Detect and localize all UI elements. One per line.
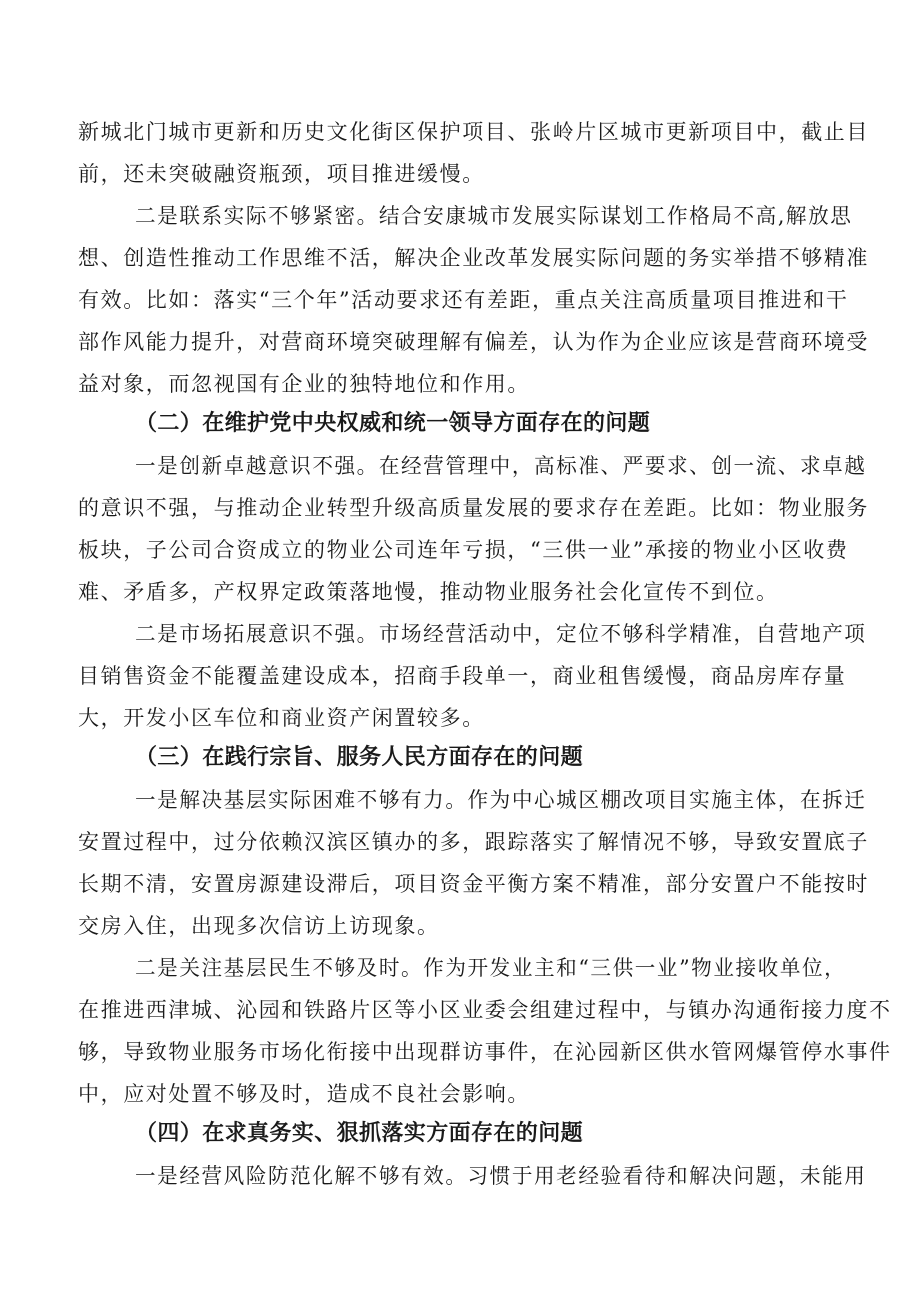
- paragraph-line: 够，导致物业服务市场化衔接中出现群访事件，在沁园新区供水管网爆管停水事件: [78, 1040, 892, 1064]
- paragraph-line: 目销售资金不能覆盖建设成本，招商手段单一，商业租售缓慢，商品房库存量: [78, 664, 847, 688]
- paragraph-line: 二是市场拓展意识不强。市场经营活动中，定位不够科学精准，自营地产项: [135, 622, 867, 646]
- paragraph-line: 中，应对处置不够及时，造成不良社会影响。: [78, 1082, 530, 1106]
- paragraph-line: 板块，子公司合资成立的物业公司连年亏损，“三供一业”承接的物业小区收费: [78, 538, 849, 562]
- paragraph-line: 二是联系实际不够紧密。结合安康城市发展实际谋划工作格局不高,解放思: [135, 204, 853, 228]
- paragraph-line: 安置过程中，过分依赖汉滨区镇办的多，跟踪落实了解情况不够，导致安置底子: [78, 830, 869, 854]
- paragraph-line: 二是关注基层民生不够及时。作为开发业主和“三供一业”物业接收单位，: [135, 956, 847, 980]
- paragraph-line: 长期不清，安置房源建设滞后，项目资金平衡方案不精准，部分安置户不能按时: [78, 872, 869, 896]
- paragraph-line: 大，开发小区车位和商业资产闲置较多。: [78, 706, 485, 730]
- paragraph-line: 一是解决基层实际困难不够有力。作为中心城区棚改项目实施主体，在拆迁: [135, 788, 867, 812]
- paragraph-line: 一是创新卓越意识不强。在经营管理中，高标准、严要求、创一流、求卓越: [135, 454, 867, 478]
- paragraph-line: 有效。比如：落实“三个年”活动要求还有差距，重点关注高质量项目推进和干: [78, 288, 849, 312]
- paragraph-line: 部作风能力提升，对营商环境突破理解有偏差，认为作为企业应该是营商环境受: [78, 330, 869, 354]
- paragraph-line: 难、矛盾多，产权界定政策落地慢，推动物业服务社会化宣传不到位。: [78, 580, 779, 604]
- section-heading-3: （三）在践行宗旨、服务人民方面存在的问题: [135, 745, 584, 770]
- paragraph-line: 一是经营风险防范化解不够有效。习惯于用老经验看待和解决问题，未能用: [135, 1164, 867, 1188]
- paragraph-line: 交房入住，出现多次信访上访现象。: [78, 914, 440, 938]
- paragraph-line: 前，还未突破融资瓶颈，项目推进缓慢。: [78, 162, 485, 186]
- paragraph-line: 想、创造性推动工作思维不活，解决企业改革发展实际问题的务实举措不够精准: [78, 246, 869, 270]
- paragraph-line: 益对象，而忽视国有企业的独特地位和作用。: [78, 372, 530, 396]
- paragraph-line: 的意识不强，与推动企业转型升级高质量发展的要求存在差距。比如：物业服务: [78, 496, 869, 520]
- section-heading-2: （二）在维护党中央权威和统一领导方面存在的问题: [135, 411, 651, 436]
- paragraph-line: 新城北门城市更新和历史文化街区保护项目、张岭片区城市更新项目中，截止目: [78, 120, 869, 144]
- section-heading-4: （四）在求真务实、狠抓落实方面存在的问题: [135, 1121, 584, 1146]
- paragraph-line: 在推进西津城、沁园和铁路片区等小区业委会组建过程中，与镇办沟通衔接力度不: [78, 998, 892, 1022]
